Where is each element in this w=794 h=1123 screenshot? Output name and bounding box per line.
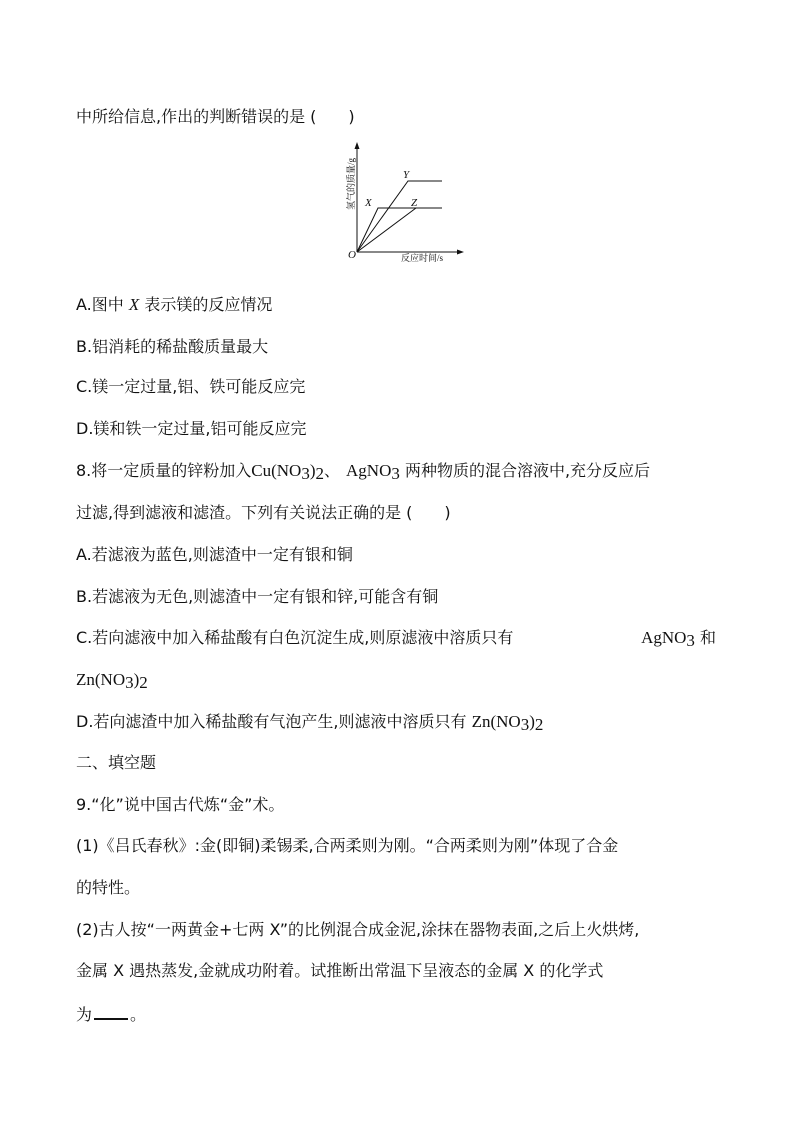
question-8-stem-line2: 过滤,得到滤液和滤渣。下列有关说法正确的是 ( ): [76, 503, 451, 522]
option-8b: B.若滤液为无色,则滤渣中一定有银和锌,可能含有铜: [76, 587, 439, 606]
option-7d: D.镁和铁一定过量,铝可能反应完: [76, 419, 307, 438]
label-x: X: [365, 197, 372, 209]
option-7a: A.图中 X 表示镁的反应情况: [76, 295, 273, 314]
question-9-part2-line1: (2)古人按“一两黄金+七两 X”的比例混合成金泥,涂抹在器物表面,之后上火烘烤,: [76, 920, 640, 939]
question-9-part2-line3: 为 。: [76, 1002, 146, 1026]
y-axis-label: 氢气的质量/g: [346, 157, 356, 210]
x-axis-label: 反应时间/s: [401, 253, 444, 263]
label-z: Z: [411, 197, 418, 209]
option-8a: A.若滤液为蓝色,则滤渣中一定有银和铜: [76, 545, 353, 564]
question-8-stem-line1: 8.将一定质量的锌粉加入$Cu(NO_3)_2$、 AgNO$_3$ 两种物质的混合溶液中,充分反应后: [76, 461, 651, 483]
question-9-stem: 9.“化”说中国古代炼“金”术。: [76, 795, 285, 814]
section-heading-fill-in: 二、填空题: [76, 753, 157, 772]
question-7-stem-tail: 中所给信息,作出的判断错误的是 ( ): [76, 107, 355, 126]
origin-label: O: [348, 249, 356, 261]
y-axis-arrow: [355, 142, 360, 149]
answer-blank[interactable]: [94, 1002, 128, 1020]
hydrogen-mass-graph: [340, 140, 470, 264]
x-axis-arrow: [457, 250, 464, 255]
option-7c: C.镁一定过量,铝、铁可能反应完: [76, 377, 306, 396]
question-9-part1-line1: (1)《吕氏春秋》:金(即铜)柔锡柔,合两柔则为刚。“合两柔则为刚”体现了合金: [76, 836, 619, 855]
question-9-part1-line2: 的特性。: [76, 878, 141, 897]
line-x: [357, 208, 442, 252]
graph-svg: [340, 140, 470, 264]
option-7b: B.铝消耗的稀盐酸质量最大: [76, 337, 269, 356]
label-y: Y: [403, 169, 410, 181]
option-8d: D.若向滤渣中加入稀盐酸有气泡产生,则滤液中溶质只有 $Zn(NO_3)_2$: [76, 712, 544, 734]
line-y: [357, 181, 442, 252]
option-8c-line2: $Zn(NO_3)_2$: [76, 670, 148, 692]
line-z: [357, 208, 416, 252]
question-9-part2-line2: 金属 X 遇热蒸发,金就成功附着。试推断出常温下呈液态的金属 X 的化学式: [76, 961, 604, 980]
option-8c-line1: C.若向滤液中加入稀盐酸有白色沉淀生成,则原滤液中溶质只有 AgNO$_3$ 和: [76, 628, 716, 650]
